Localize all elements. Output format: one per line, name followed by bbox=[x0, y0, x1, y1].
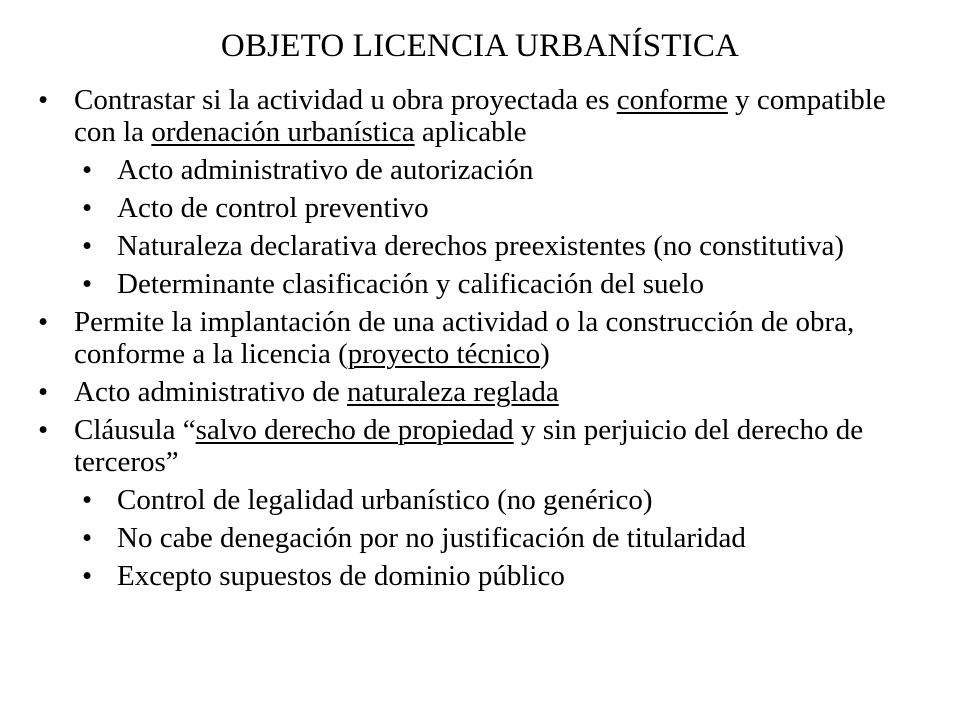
sub-bullet-item bbox=[0, 268, 907, 300]
bullet-item bbox=[0, 414, 900, 478]
item-text: y compatible con la bbox=[74, 84, 886, 148]
item-text: Excepto supuestos de dominio público bbox=[117, 560, 565, 592]
item-text: ) bbox=[540, 338, 550, 370]
item-text: Cláusula “ bbox=[74, 414, 196, 446]
item-text: Naturaleza declarativa derechos preexistentes (no constitutiva) bbox=[117, 230, 845, 262]
bullet-icon: • bbox=[82, 560, 93, 592]
bullet-icon: • bbox=[82, 192, 93, 224]
bullet-item bbox=[0, 376, 900, 408]
item-text: Acto de control preventivo bbox=[117, 192, 429, 224]
bullet-icon: • bbox=[38, 414, 49, 446]
bullet-item bbox=[0, 306, 900, 370]
item-text: Determinante clasificación y calificación del suelo bbox=[117, 268, 704, 300]
bullet-icon: • bbox=[82, 230, 93, 262]
bullet-icon: • bbox=[38, 84, 49, 116]
bullet-item bbox=[0, 84, 900, 148]
item-text: Acto administrativo de autorización bbox=[117, 154, 534, 186]
underlined-text: salvo derecho de propiedad bbox=[195, 414, 514, 446]
item-text: Permite la implantación de una actividad o la construcción de obra, conforme a la licencia ( bbox=[74, 306, 855, 370]
underlined-text: naturaleza reglada bbox=[347, 376, 559, 408]
bullet-icon: • bbox=[82, 268, 93, 300]
item-text: No cabe denegación por no justificación de titularidad bbox=[117, 522, 746, 554]
item-text: aplicable bbox=[414, 116, 527, 148]
sub-bullet-item bbox=[0, 154, 907, 186]
sub-bullet-item bbox=[0, 230, 907, 262]
underlined-text: proyecto técnico bbox=[347, 338, 541, 370]
bullet-list bbox=[0, 84, 960, 598]
sub-bullet-item bbox=[0, 522, 907, 554]
underlined-text: ordenación urbanística bbox=[151, 116, 415, 148]
bullet-icon: • bbox=[82, 522, 93, 554]
sub-bullet-item bbox=[0, 560, 907, 592]
bullet-icon: • bbox=[38, 306, 49, 338]
bullet-icon: • bbox=[82, 154, 93, 186]
bullet-icon: • bbox=[38, 376, 49, 408]
underlined-text: conforme bbox=[616, 84, 728, 116]
sub-bullet-item bbox=[0, 192, 907, 224]
item-text: y sin perjuicio del derecho de terceros” bbox=[74, 414, 864, 478]
slide-title: OBJETO LICENCIA URBANÍSTICA bbox=[220, 28, 740, 64]
item-text: Control de legalidad urbanístico (no genérico) bbox=[117, 484, 653, 516]
sub-bullet-item bbox=[0, 484, 907, 516]
item-text: Acto administrativo de bbox=[74, 376, 348, 408]
item-text: Contrastar si la actividad u obra proyectada es bbox=[74, 84, 617, 116]
bullet-icon: • bbox=[82, 484, 93, 516]
